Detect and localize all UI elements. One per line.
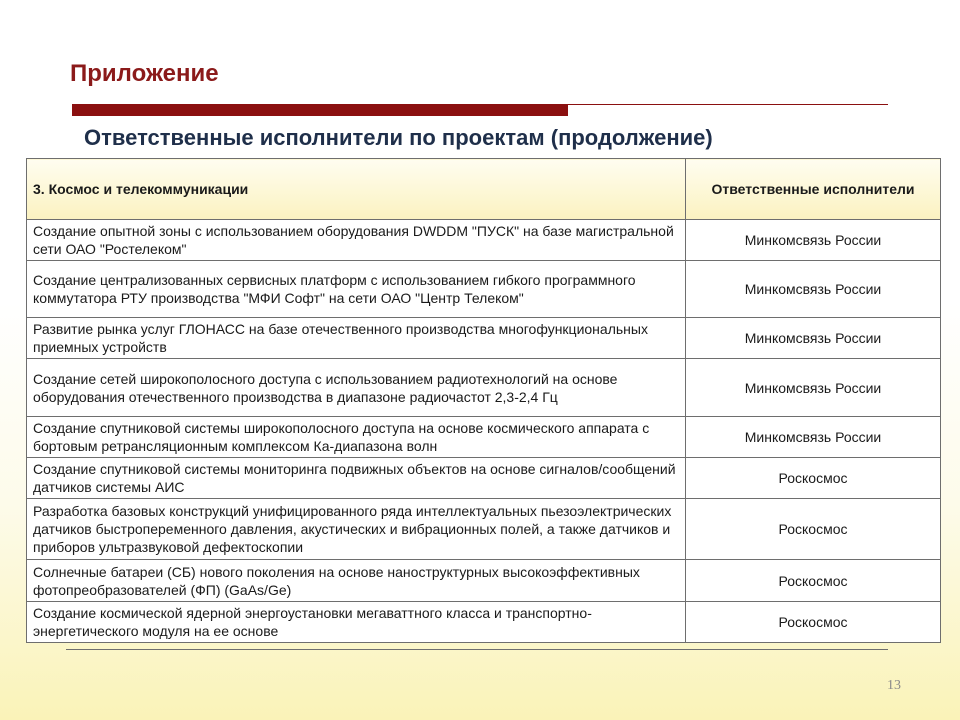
projects-table-container	[26, 158, 940, 643]
responsible-cell: Роскосмос	[686, 560, 941, 602]
table-row	[27, 359, 941, 417]
title-underline-thin	[568, 104, 888, 105]
project-cell: Разработка базовых конструкций унифицированного ряда интеллектуальных пьезоэлектрических датчиков быстропеременного давления, акустических и вибрационных полей, а также датчиков и приборов ультразвуковой дефектоскопии	[27, 499, 686, 560]
project-cell: Создание космической ядерной энергоустановки мегаваттного класса и транспортно-энергетического модуля на ее основе	[27, 602, 686, 643]
responsible-cell: Минкомсвязь России	[686, 417, 941, 458]
project-cell: Создание сетей широкополосного доступа с использованием радиотехнологий на основе оборудования отечественного производства в диапазоне радиочастот 2,3-2,4 Гц	[27, 359, 686, 417]
table-row	[27, 417, 941, 458]
project-cell: Создание спутниковой системы мониторинга подвижных объектов на основе сигналов/сообщений датчиков системы АИС	[27, 458, 686, 499]
page-number: 13	[887, 678, 901, 693]
table-row	[27, 458, 941, 499]
bottom-divider	[66, 649, 888, 650]
table-row	[27, 261, 941, 318]
table-row	[27, 220, 941, 261]
header-responsible: Ответственные исполнители	[686, 159, 941, 220]
responsible-cell: Роскосмос	[686, 602, 941, 643]
responsible-cell: Роскосмос	[686, 499, 941, 560]
responsible-cell: Минкомсвязь России	[686, 318, 941, 359]
responsible-cell: Минкомсвязь России	[686, 220, 941, 261]
header-section: 3. Космос и телекоммуникации	[27, 159, 686, 220]
slide-title: Приложение	[70, 60, 219, 87]
project-cell: Развитие рынка услуг ГЛОНАСС на базе отечественного производства многофункциональных приемных устройств	[27, 318, 686, 359]
project-cell: Создание опытной зоны с использованием оборудования DWDDM "ПУСК" на базе магистральной сети ОАО "Ростелеком"	[27, 220, 686, 261]
table-row	[27, 318, 941, 359]
project-cell: Солнечные батареи (СБ) нового поколения на основе наноструктурных высокоэффективных фотопреобразователей (ФП) (GaAs/Ge)	[27, 560, 686, 602]
projects-table	[26, 158, 941, 643]
table-header-row	[27, 159, 941, 220]
responsible-cell: Роскосмос	[686, 458, 941, 499]
table-row	[27, 602, 941, 643]
project-cell: Создание спутниковой системы широкополосного доступа на основе космического аппарата с бортовым ретрансляционным комплексом Ка-диапазона волн	[27, 417, 686, 458]
table-row	[27, 560, 941, 602]
table-row	[27, 499, 941, 560]
responsible-cell: Минкомсвязь России	[686, 359, 941, 417]
responsible-cell: Минкомсвязь России	[686, 261, 941, 318]
slide-subtitle: Ответственные исполнители по проектам (продолжение)	[84, 125, 713, 150]
title-underline-thick	[72, 104, 568, 116]
project-cell: Создание централизованных сервисных платформ с использованием гибкого программного коммутатора РТУ производства "МФИ Софт" на сети ОАО "Центр Телеком"	[27, 261, 686, 318]
